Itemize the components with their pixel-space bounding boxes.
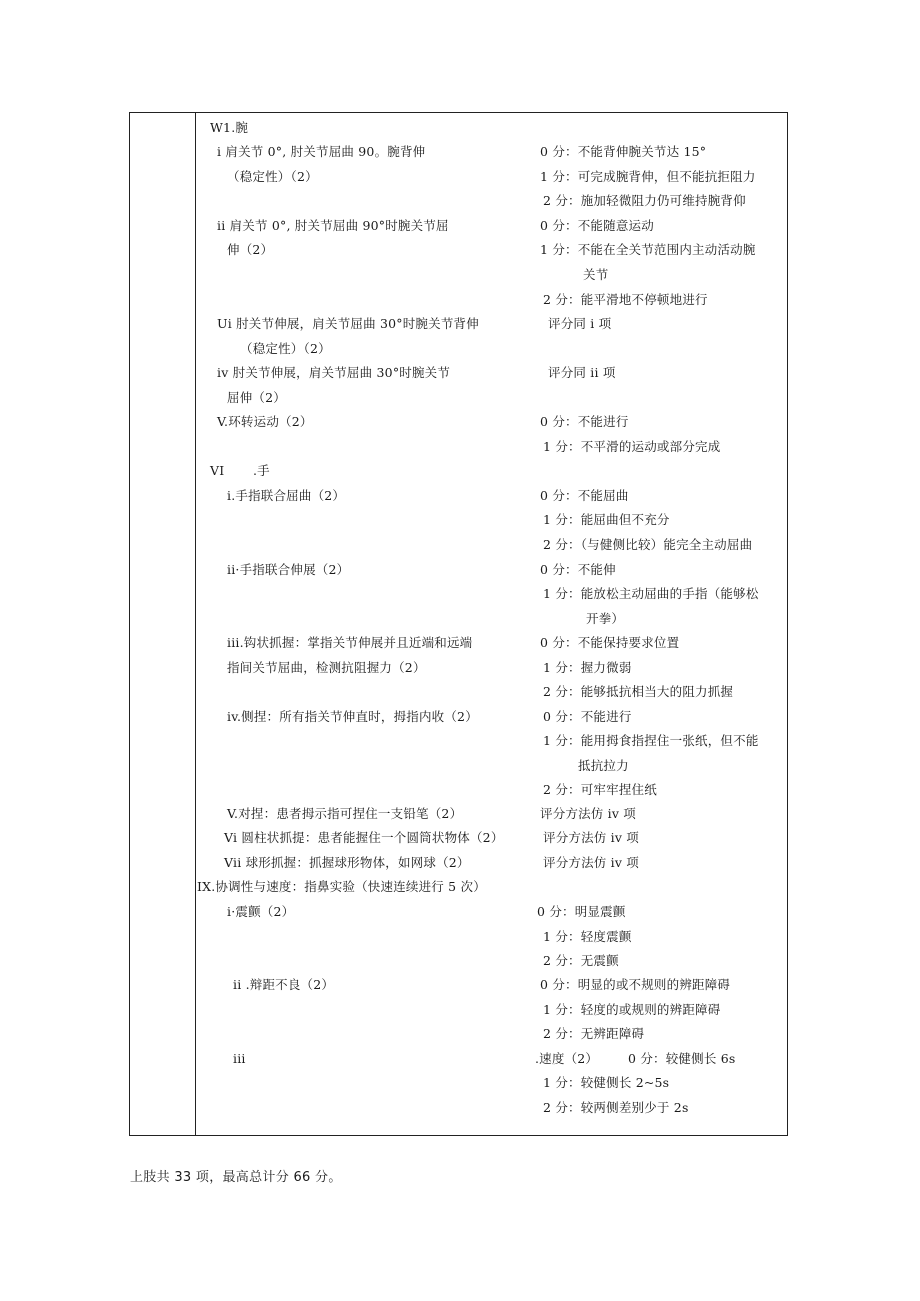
table-text: 评分方法仿 iv 项 — [540, 806, 637, 821]
table-text: Vi 圆柱状抓提：患者能握住一个圆筒状物体（2） — [224, 830, 504, 845]
table-text: i 肩关节 0°, 肘关节屈曲 90。腕背伸 — [217, 144, 426, 159]
table-text: i.手指联合屈曲（2） — [227, 488, 346, 503]
table-text: 评分方法仿 iv 项 — [543, 855, 640, 870]
table-text: Vii 球形抓握：抓握球形物体，如网球（2） — [224, 855, 470, 870]
table-text: 抵抗拉力 — [578, 758, 629, 773]
table-text: 评分同 i 项 — [548, 316, 612, 331]
table-text: 2 分：无震颤 — [543, 953, 619, 968]
table-text: 1 分：可完成腕背伸，但不能抗拒阻力 — [540, 169, 756, 184]
table-text: 2 分：（与健侧比较）能完全主动屈曲 — [543, 537, 753, 552]
table-text: ii 肩关节 0°, 肘关节屈曲 90°时腕关节屈 — [217, 218, 449, 233]
table-text: V.环转运动（2） — [217, 414, 313, 429]
table-column-divider — [195, 112, 196, 1136]
table-text: .手 — [253, 463, 270, 478]
table-text: ii .辩距不良（2） — [233, 977, 335, 992]
table-text: 0 分：较健侧长 6s — [628, 1051, 736, 1066]
table-text: VI — [210, 463, 225, 478]
table-text: 指间关节屈曲，检测抗阻握力（2） — [227, 660, 426, 675]
table-text: （稳定性）（2） — [227, 169, 318, 184]
table-text: 2 分：较两侧差别少于 2s — [543, 1100, 689, 1115]
table-text: 1 分：能屈曲但不充分 — [543, 512, 670, 527]
table-text: 1 分：轻度震颤 — [543, 929, 632, 944]
table-text: 1 分：不平滑的运动或部分完成 — [543, 439, 721, 454]
table-text: 0 分：明显的或不规则的辨距障碍 — [540, 977, 731, 992]
table-text: iii.钩状抓握：掌指关节伸展并且近端和远端 — [227, 635, 473, 650]
table-text: iv 肘关节伸展，肩关节屈曲 30°时腕关节 — [217, 365, 451, 380]
table-text: 0 分：不能屈曲 — [540, 488, 629, 503]
table-text: .速度（2） — [535, 1051, 599, 1066]
table-text: 评分方法仿 iv 项 — [543, 830, 640, 845]
table-text: 0 分：明显震颤 — [537, 904, 626, 919]
table-text: 0 分：不能进行 — [543, 709, 632, 724]
table-text: 0 分：不能随意运动 — [540, 218, 654, 233]
footer-note: 上肢共 33 项，最高总计分 66 分。 — [130, 1170, 342, 1185]
table-text: IX.协调性与速度：指鼻实验（快速连续进行 5 次） — [197, 879, 486, 894]
table-text: 1 分：能用拇食指捏住一张纸，但不能 — [543, 733, 759, 748]
table-text: 屈伸（2） — [227, 390, 286, 405]
table-text: 开拳） — [586, 611, 625, 626]
table-text: 1 分：握力微弱 — [543, 660, 632, 675]
table-text: 1 分：不能在全关节范围内主动活动腕 — [540, 242, 756, 257]
table-text: iv.侧捏：所有指关节伸直时，拇指内收（2） — [227, 709, 478, 724]
table-text: 2 分：无辨距障碍 — [543, 1026, 645, 1041]
table-text: 2 分：施加轻微阻力仍可维持腕背仰 — [543, 193, 746, 208]
table-text: W1.腕 — [210, 120, 249, 135]
table-text: 评分同 ii 项 — [548, 365, 616, 380]
table-text: V.对捏：患者拇示指可捏住一支铅笔（2） — [227, 806, 463, 821]
table-text: Ui 肘关节伸展，肩关节屈曲 30°时腕关节背伸 — [217, 316, 479, 331]
table-text: 2 分：可牢牢捏住纸 — [543, 782, 657, 797]
table-text: 1 分：较健侧长 2~5s — [543, 1075, 670, 1090]
table-text: 关节 — [583, 267, 609, 282]
table-text: i·震颤（2） — [227, 904, 295, 919]
table-text: （稳定性）（2） — [240, 341, 331, 356]
table-text: ii·手指联合伸展（2） — [227, 562, 350, 577]
table-text: 2 分：能够抵抗相当大的阻力抓握 — [543, 684, 734, 699]
table-text: 1 分：能放松主动屈曲的手指（能够松 — [543, 586, 759, 601]
table-text: 0 分：不能背伸腕关节达 15° — [540, 144, 707, 159]
table-text: 0 分：不能保持要求位置 — [540, 635, 680, 650]
table-text: 0 分：不能伸 — [540, 562, 616, 577]
table-text: 0 分：不能进行 — [540, 414, 629, 429]
table-text: 2 分：能平滑地不停顿地进行 — [543, 292, 708, 307]
table-text: 伸（2） — [227, 242, 274, 257]
table-text: iii — [233, 1051, 246, 1066]
table-text: 1 分：轻度的或规则的辨距障碍 — [543, 1002, 721, 1017]
